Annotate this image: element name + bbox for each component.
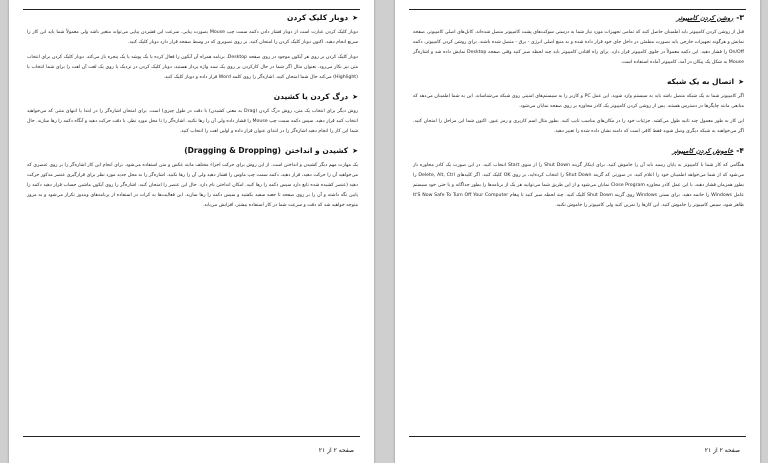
section-heading xyxy=(27,13,358,22)
section-drag xyxy=(27,92,358,137)
page-content xyxy=(413,13,744,220)
heading-text: دوبار کلیک کردن xyxy=(287,13,349,22)
section-number: ۴- xyxy=(736,146,744,155)
section-drag-drop xyxy=(27,146,358,211)
section-heading xyxy=(413,146,744,155)
section-network xyxy=(413,77,744,137)
top-rule xyxy=(23,9,360,10)
paragraph: دوبار کلیک کردن بر روی هر آیکون موجود در روی صفحه Desktop، برنامه همراه آن آیکون را فعال کرده یا یک پوشه یا یک پنجره باز می‌کند. دوبار کلیک کردن برای انتخاب متن نیز بکار می‌رود. بعنوان مثال اگر شما در حال کارکردن بر روی یک سند واژه پرداز هستید، دوبار کلیک کردن در نزدیک یا روی یک لغت آن لغت را برای شما انتخاب یا (Highlight) می‌کند حال شما امتحان کنید. اشاره‌گر را روی کلمه Word قرار داده و دوبار کلیک کنید. xyxy=(27,55,358,80)
document-page-right xyxy=(395,0,760,463)
section-double-click xyxy=(27,13,358,83)
bullet-arrow-icon: ➤ xyxy=(738,77,744,86)
section-number: ۳- xyxy=(736,13,744,22)
paragraph: قبل از روشن کردن کامپیوتر باید اطمینان حاصل کنید که تمامی تجهیزات مورد نیاز شما به درستی سوکت‌های پشت کامپیوتر متصل شده‌اند. کابل‌های اصلی کامپیوتر، صفحه نمایش و هرگونه تجهیزات خارجی باید بصورت مطمئن در داخل جای خود قرار داده شده و به منبع اصلی انرژی - برق - متصل شده باشند. برای روشن کردن کامپیوتر، دکمه On/Off را فشار دهید. این دکمه معمولاً در جلوی کامپیوتر قرار دارد. برای راه افتادن کامپیوتر باید چند لحظه صبر کنید وقتی صفحه Desktop نمایش داده شد و اشاره‌گر Mouse به شکل یک پیکان در آمد، کامپیوتر آماده استفاده است. xyxy=(413,30,744,65)
bullet-arrow-icon: ➤ xyxy=(352,13,358,22)
section-heading xyxy=(27,146,358,155)
section-shut-down xyxy=(413,146,744,211)
page-footer: صفحه ۲ از ۲۱ xyxy=(318,447,354,454)
page-footer: صفحه ۲ از ۲۱ xyxy=(704,447,740,454)
section-power-on xyxy=(413,13,744,68)
heading-text: اتصال به یک شبکه xyxy=(666,77,735,86)
bottom-rule xyxy=(23,436,360,437)
bullet-arrow-icon: ➤ xyxy=(352,92,358,101)
paragraph: روش دیگر برای انتخاب یک متن، روش درگ کردن (Drag به معنی کشیدن) با دقت در طول چیزی) است. برای امتحان اشاره‌گر را در ابتدا یا انتهای متنی که می‌خواهید انتخاب کنید قرار دهید. سپس دکمه سمت چپ Mouse را فشار داده ولی آن را رها نکنید. اشاره‌گر را تا محل مورد نظر، با دقت حرکت دهید و آنگاه دکمه را رها سازید. حال شما این کار را انجام دهید اشاره‌گر را در ابتدای عنوان قرار داده و اولین لغت را انتخاب کنید. xyxy=(27,109,358,134)
section-heading xyxy=(413,77,744,86)
section-heading xyxy=(413,13,744,22)
paragraph: دوبار کلیک کردن عبارت است از دوبار فشار دادن دکمه سمت چپ Mouse بصورت پیاپی. سرعت این فشردن پیاپی می‌تواند متغیر باشد ولی معمولاً شما باید این کار را سریع انجام دهید. اکنون دوبار کلیک کردن را امتحان کنید. بر روی تصویری که در وسط صفحه قرار دارد دوبار کلیک کنید. xyxy=(27,30,358,45)
paragraph: اگر کامپیوتر شما به یک شبکه متصل باشد باید به سیستم وارد شوید. این عمل PC و کاربر را به سیستم‌های امنیتی روی شبکه می‌شناساند. این به شما اطمینان می‌دهد که منابعی مانند چاپگرها در دسترس هستند. پس از روشن کردن کامپیوتر یک کادر محاوره بر روی صفحه نمایان می‌شود. xyxy=(413,94,744,109)
page-content xyxy=(27,13,358,220)
paragraph: این کار به طور معمول چند ثانیه طول می‌کشد. جزئیات خود را در مکان‌های مناسب تایپ کنید. بطور مثال اسم کاربری و رمز عبور. اکنون شما این مراحل را امتحان کنید. اگر می‌خواهید به شبکه دیگری وصل شوید فقط کافی است که دامنه نشان داده شده را تغییر دهید. xyxy=(413,119,744,134)
bottom-rule xyxy=(409,436,746,437)
heading-text: خاموش کردن کامپیوتر xyxy=(672,146,734,155)
heading-latin-text: (Dragging & Dropping) xyxy=(184,146,281,155)
bullet-arrow-icon: ➤ xyxy=(352,146,358,155)
paragraph: یک مهارت مهم دیگر کشیدن و انداختن است. از این روش برای حرکت اجزاء مختلف مانند عکس و متن استفاده می‌شود. برای انجام این کار اشاره‌گر را بر روی عنصری که می‌خواهید آن را حرکت دهید، قرار دهید، دکمه سمت چپ ماوس را فشار دهید ولی آن را رها نکنید. اشاره‌گر را به محل جدید مورد نظر برای قرارگیری عنصر مذکور حرکت دهید (عنصر کشیده شده تابع دارد سپس دکمه را رها کنید. امکان انداختن نام دارد. حال این عنصر را امتحان کنید. اشاره‌گر را روی آیکون ماشین حساب قرار دهید دکمه را پایین نگه داشته و آن را بر روی صفحه تا جعبه سفید بکشید و سپس دکمه را رها سازید. این فعالیت‌ها به کرات در استفاده از برنامه‌های ویندوز تکرار می‌شود و به مرور متوجه خواهید شد که دقت و سرعت شما در کار استفاده بیشتر، افزایش می‌یابد. xyxy=(27,163,358,208)
paragraph: هنگامی که کار شما با کامپیوتر به پایان رسید باید آن را خاموش کنید. برای اینکار گزینه Shut Down را از منوی Start انتخاب کنید. در این صورت یک کادر محاوره باز می‌شود که از شما می‌خواهد اطمینان خود را اعلام کنید. در صورتی که گزینه Shut Down را انتخاب کرده‌اید، بر روی OK کلیک کنید. اگر کلیدهای Delete, Alt, Ctrl را بطور همزمان فشار دهید، با این عمل کادر محاوره Close Program نمایان می‌شود و از این طریق شما می‌توانید هر یک از برنامه‌ها را بطور جداگانه و یا حتی خود سیستم عامل Windows را خاتمه دهید. برای بستن Windows روی گزینه Shut Down کلیک کنید. چند لحظه صبر کنید تا پیغام It'S Now Safe To Turn Off Your Computer ظاهر شود، سپس کامپیوتر را خاموش کنید. این کارها را تمرین کنید ولی کامپیوتر را خاموش نکنید. xyxy=(413,163,745,208)
heading-text: درگ کردن یا کشیدن xyxy=(273,92,349,101)
top-rule xyxy=(409,9,746,10)
section-heading xyxy=(27,92,358,101)
heading-text: روشن کردن کامپیوتر xyxy=(676,13,734,22)
heading-text: کشیدن و انداختن xyxy=(284,146,349,155)
document-page-left xyxy=(9,0,374,463)
